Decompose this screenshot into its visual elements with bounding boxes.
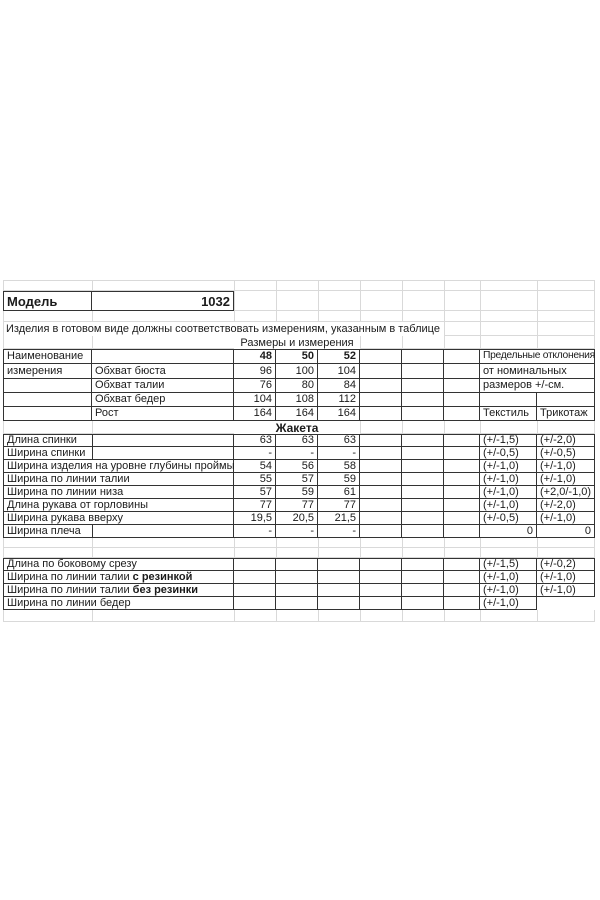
- empty-cell: [444, 525, 480, 538]
- empty-cell: [276, 597, 318, 610]
- size-col-header-52: 52: [318, 349, 360, 364]
- empty-cell: [360, 499, 402, 512]
- measure-value-cell: 76: [234, 379, 276, 393]
- value-50-cell: 56: [276, 460, 318, 473]
- empty-cell: [444, 499, 480, 512]
- textile-tolerance-cell: (+/-1,0): [480, 571, 537, 584]
- knitwear-tolerance-cell: (+/-0,5): [537, 447, 595, 460]
- value-50-cell: 77: [276, 499, 318, 512]
- knitwear-tolerance-cell: (+2,0/-1,0): [537, 486, 595, 499]
- empty-cell: [276, 584, 318, 597]
- measure-value-cell: 96: [234, 364, 276, 379]
- value-50-cell: -: [276, 447, 318, 460]
- empty-cell: [402, 499, 444, 512]
- empty-cell: [444, 558, 480, 571]
- empty-cell: [444, 393, 480, 407]
- value-52-cell: 63: [318, 434, 360, 447]
- measure-value-cell: 80: [276, 379, 318, 393]
- empty-cell: [444, 379, 480, 393]
- textile-header-cell: Текстиль: [480, 407, 537, 421]
- empty-cell: [402, 447, 444, 460]
- row-name-bold: без резинки: [132, 583, 199, 596]
- empty-cell: [402, 512, 444, 525]
- textile-tolerance-cell: (+/-1,0): [480, 486, 537, 499]
- empty-cell: [402, 584, 444, 597]
- empty-cell: [444, 584, 480, 597]
- value-50-cell: 20,5: [276, 512, 318, 525]
- empty-cell: [3, 407, 92, 421]
- empty-cell: [444, 512, 480, 525]
- knitwear-header-cell: Трикотаж: [537, 407, 595, 421]
- textile-tolerance-cell: (+/-1,0): [480, 499, 537, 512]
- empty-cell: [360, 512, 402, 525]
- measure-value-cell: 100: [276, 364, 318, 379]
- value-48-cell: 77: [234, 499, 276, 512]
- row-name-cell: Ширина изделия на уровне глубины проймы: [3, 460, 234, 473]
- textile-tolerance-cell: (+/-1,0): [480, 473, 537, 486]
- row-name-cell: Ширина рукава вверху: [3, 512, 234, 525]
- empty-cell: [360, 379, 402, 393]
- row-name-cell: Ширина по линии низа: [3, 486, 234, 499]
- empty-cell: [318, 584, 360, 597]
- empty-cell: [318, 558, 360, 571]
- empty-cell: [360, 393, 402, 407]
- model-value-cell: 1032: [92, 291, 234, 311]
- empty-cell: [537, 393, 595, 407]
- measure-value-cell: 108: [276, 393, 318, 407]
- empty-cell: [444, 460, 480, 473]
- empty-cell: [444, 486, 480, 499]
- value-48-cell: 57: [234, 486, 276, 499]
- empty-cell: [444, 349, 480, 364]
- value-52-cell: 58: [318, 460, 360, 473]
- empty-cell: [444, 473, 480, 486]
- textile-tolerance-cell: (+/-1,5): [480, 434, 537, 447]
- empty-cell: [480, 393, 537, 407]
- value-52-cell: -: [318, 525, 360, 538]
- knitwear-tolerance-cell: (+/-1,0): [537, 571, 595, 584]
- empty-cell: [402, 558, 444, 571]
- model-label-cell: Модель: [3, 291, 92, 311]
- row-name-cell: Ширина плеча: [3, 525, 234, 538]
- sizes-section-title: Размеры и измерения: [234, 336, 360, 349]
- value-50-cell: 63: [276, 434, 318, 447]
- textile-tolerance-cell: (+/-1,0): [480, 597, 537, 610]
- empty-cell: [537, 597, 595, 610]
- empty-cell: [234, 558, 276, 571]
- empty-cell: [360, 584, 402, 597]
- knitwear-tolerance-cell: (+/-1,0): [537, 584, 595, 597]
- row-name: Ширина по линии талии: [7, 583, 130, 596]
- empty-cell: [360, 597, 402, 610]
- measure-value-cell: 164: [234, 407, 276, 421]
- row-name-bold: с резинкой: [132, 570, 193, 583]
- row-name-cell: [3, 597, 234, 610]
- jacket-measurements-table: [3, 434, 595, 538]
- empty-cell: [360, 447, 402, 460]
- empty-cell: [360, 364, 402, 379]
- size-col-header-48: 48: [234, 349, 276, 364]
- empty-cell: [402, 525, 444, 538]
- empty-cell: [402, 486, 444, 499]
- empty-cell: [360, 571, 402, 584]
- empty-cell: [3, 393, 92, 407]
- empty-cell: [360, 460, 402, 473]
- knitwear-tolerance-cell: (+/-1,0): [537, 512, 595, 525]
- model-row: [3, 291, 234, 311]
- row-name-cell: [3, 584, 234, 597]
- empty-cell: [444, 364, 480, 379]
- value-52-cell: 21,5: [318, 512, 360, 525]
- gridline-band: [3, 610, 595, 622]
- gridline-band: [3, 311, 595, 322]
- knitwear-tolerance-cell: (+/-2,0): [537, 499, 595, 512]
- value-52-cell: 59: [318, 473, 360, 486]
- empty-cell: [360, 486, 402, 499]
- row-name-cell: Длина спинки: [3, 434, 234, 447]
- gridline-band: [3, 548, 595, 558]
- empty-cell: [402, 473, 444, 486]
- knitwear-tolerance-cell: (+/-0,2): [537, 558, 595, 571]
- jacket-section-title: Жакета: [234, 421, 360, 434]
- measure-name-cell: Обхват бедер: [92, 393, 234, 407]
- empty-cell: [402, 597, 444, 610]
- deviation-note-cell: от номинальных: [480, 364, 595, 379]
- empty-cell: [360, 407, 402, 421]
- additional-measurements-table: [3, 558, 595, 610]
- textile-tolerance-cell: (+/-1,0): [480, 460, 537, 473]
- textile-tolerance-cell: (+/-0,5): [480, 447, 537, 460]
- empty-cell: [402, 349, 444, 364]
- gridline-band: [3, 538, 595, 548]
- row-name: Ширина по линии бедер: [7, 596, 131, 609]
- empty-cell: [402, 379, 444, 393]
- knitwear-tolerance-cell: 0: [537, 525, 595, 538]
- textile-tolerance-cell: (+/-1,0): [480, 584, 537, 597]
- empty-cell: [402, 393, 444, 407]
- value-48-cell: 19,5: [234, 512, 276, 525]
- measure-value-cell: 164: [276, 407, 318, 421]
- value-48-cell: 63: [234, 434, 276, 447]
- empty-cell: [234, 584, 276, 597]
- row-name-cell: Ширина по линии талии: [3, 473, 234, 486]
- deviation-note-cell: размеров +/-см.: [480, 379, 595, 393]
- measure-value-cell: 104: [318, 364, 360, 379]
- empty-cell: [360, 525, 402, 538]
- knitwear-tolerance-cell: (+/-1,0): [537, 460, 595, 473]
- row-name-cell: Ширина спинки: [3, 447, 234, 460]
- measure-name-cell: Обхват талии: [92, 379, 234, 393]
- empty-cell: [360, 434, 402, 447]
- empty-cell: [444, 571, 480, 584]
- empty-cell: [360, 349, 402, 364]
- row-name-cell: Длина рукава от горловины: [3, 499, 234, 512]
- empty-cell: [234, 571, 276, 584]
- value-50-cell: 59: [276, 486, 318, 499]
- value-48-cell: -: [234, 525, 276, 538]
- row-name-cell: [3, 571, 234, 584]
- note-text: Изделия в готовом виде должны соответствовать измерениям, указанным в таблице: [4, 322, 444, 336]
- empty-cell: [444, 407, 480, 421]
- knitwear-tolerance-cell: (+/-2,0): [537, 434, 595, 447]
- empty-cell: [234, 597, 276, 610]
- empty-cell: [444, 434, 480, 447]
- empty-cell: [444, 597, 480, 610]
- empty-cell: [402, 407, 444, 421]
- gridline-band: [3, 280, 595, 291]
- value-52-cell: 61: [318, 486, 360, 499]
- empty-cell: [276, 571, 318, 584]
- value-48-cell: 55: [234, 473, 276, 486]
- empty-cell: [360, 558, 402, 571]
- empty-cell: [92, 349, 234, 364]
- measure-name-cell: Обхват бюста: [92, 364, 234, 379]
- empty-cell: [3, 379, 92, 393]
- empty-cell: [360, 473, 402, 486]
- sizes-table: [3, 349, 595, 421]
- empty-cell: [402, 571, 444, 584]
- value-50-cell: -: [276, 525, 318, 538]
- measure-col-header: Наименование: [3, 349, 92, 364]
- measure-value-cell: 104: [234, 393, 276, 407]
- value-52-cell: 77: [318, 499, 360, 512]
- row-name: Ширина по линии талии: [7, 570, 130, 583]
- measure-value-cell: 112: [318, 393, 360, 407]
- textile-tolerance-cell: (+/-0,5): [480, 512, 537, 525]
- empty-cell: [402, 364, 444, 379]
- empty-cell: [276, 558, 318, 571]
- value-52-cell: -: [318, 447, 360, 460]
- empty-cell: [444, 447, 480, 460]
- measure-name-cell: Рост: [92, 407, 234, 421]
- empty-cell: [402, 460, 444, 473]
- deviation-note-cell: Предельные отклонения: [480, 349, 595, 364]
- value-48-cell: -: [234, 447, 276, 460]
- measure-col-header: измерения: [3, 364, 92, 379]
- value-50-cell: 57: [276, 473, 318, 486]
- textile-tolerance-cell: (+/-1,5): [480, 558, 537, 571]
- empty-cell: [402, 434, 444, 447]
- textile-tolerance-cell: 0: [480, 525, 537, 538]
- row-name: Длина по боковому срезу: [7, 558, 137, 570]
- measure-value-cell: 164: [318, 407, 360, 421]
- empty-cell: [318, 597, 360, 610]
- size-col-header-50: 50: [276, 349, 318, 364]
- measure-value-cell: 84: [318, 379, 360, 393]
- row-name-cell: [3, 558, 234, 571]
- value-48-cell: 54: [234, 460, 276, 473]
- empty-cell: [318, 571, 360, 584]
- knitwear-tolerance-cell: (+/-1,0): [537, 473, 595, 486]
